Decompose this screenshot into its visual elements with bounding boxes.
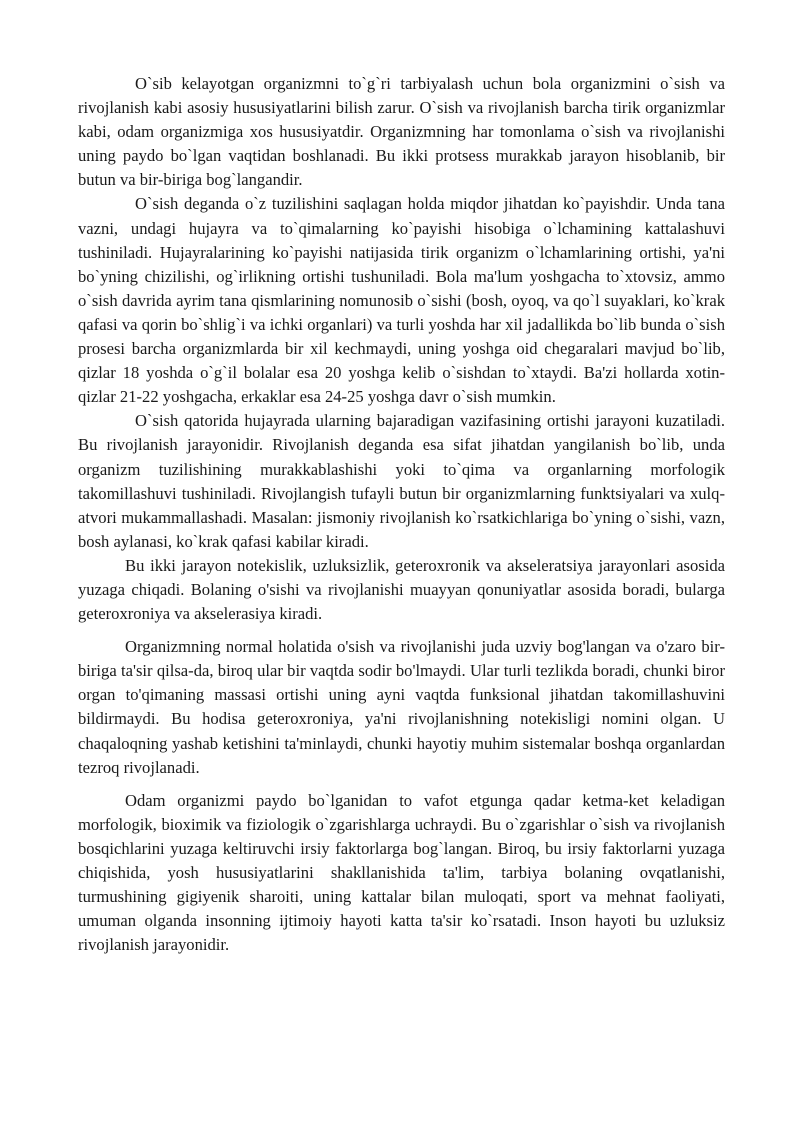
paragraph-development-definition: O`sish qatorida hujayrada ularning bajaradigan vazifasining ortishi jarayoni kuzatiladi. Bu rivojlanish jarayonidir. Rivojlanish deganda esa sifat jihatdan yangilanish bo`lib, unda organizm tuzilishining murakkablashishi yoki to`qima va organlarning morfologik takomillashuvi tushiniladi. Rivojlangish tufayli butun bir organizmlarning funktsiyalari va xulq-atvori mukammallashadi. Masalan: jismoniy rivojlanish ko`rsatkichlariga bo`yning o`sishi, vazn, bosh aylanasi, ko`krak qafasi kabilar kiradi.	[78, 411, 725, 551]
paragraph-processes: Bu ikki jarayon notekislik, uzluksizlik, geteroxronik va akseleratsiya jarayonlari asosida yuzaga chiqadi. Bolaning o'sishi va rivojlanishi muayyan qonuniyatlar asosida boradi, bularga geteroxroniya va akselerasiya kiradi.	[78, 555, 725, 624]
paragraph-growth-intro: O`sib kelayotgan organizmni to`g`ri tarbiyalash uchun bola organizmini o`sish va rivojlanish kabi asosiy hususiyatlarini bilish zarur. O`sish va rivojlanish barcha tirik organizmlar kabi, odam organizmiga xos hususiyatdir. Organizmning har tomonlama o`sish va rivojlanishi uning paydo bo`lgan vaqtidan boshlanadi. Bu ikki protsess murakkab jarayon hisoblanib, bir butun va bir-biriga bog`langandir.	[78, 74, 725, 190]
paragraph-heterochrony: Organizmning normal holatida o'sish va rivojlanishi juda uzviy bog'langan va o'zaro bir-biriga ta'sir qilsa-da, biroq ular bir vaqtda sodir bo'lmaydi. Ular turli tezlikda boradi, chunki biror organ to'qimaning massasi ortishi uning ayni vaqtda funksional jihatdan takomillashuvini bildirmaydi. Bu hodisa geteroxroniya, ya'ni rivojlanishning notekisligi nomini olgan. U chaqaloqning yashab ketishini ta'minlaydi, chunki hayotiy muhim sistemalar boshqa organlardan tezroq rivojlanadi.	[78, 637, 725, 777]
document-page	[78, 72, 725, 957]
paragraph-lifelong-changes: Odam organizmi paydo bo`lganidan to vafot etgunga qadar ketma-ket keladigan morfologik, bioximik va fiziologik o`zgarishlarga uchraydi. Bu o`zgarishlar o`sish va rivojlanish bosqichlarini yuzaga keltiruvchi irsiy faktorlarga bog`langan. Biroq, bu irsiy faktorlarni yuzaga chiqishida, yosh hususiyatlarini shakllanishida ta'lim, tarbiya bolaning ovqatlanishi, turmushining gigiyenik sharoiti, uning kattalar bilan muloqati, sport va mehnat faoliyati, umuman olganda insonning ijtimoiy hayoti katta ta'sir ko`rsatadi. Inson hayoti bu uzluksiz rivojlanish jarayonidir.	[78, 790, 725, 955]
paragraph-growth-definition: O`sish deganda o`z tuzilishini saqlagan holda miqdor jihatdan ko`payishdir. Unda tana vazni, undagi hujayra va to`qimalarning ko`payishi hisobiga o`lchamining kattalashuvi tushiniladi. Hujayralarining ko`payishi natijasida tirik organizm o`lchamlarining ortishi, ya'ni bo`yning chizilishi, og`irlikning ortishi tushuniladi. Bola ma'lum yoshgacha to`xtovsiz, ammo o`sish davrida ayrim tana qismlarining nomunosib o`sishi (bosh, oyoq, va qo`l suyaklari, ko`krak qafasi va qorin bo`shlig`i va ichki organlari) va turli yoshda har xil jadallikda bo`lib bunda o`sish prosesi barcha organizmlarda bir xil kechmaydi, uning yoshga oid chegaralari mavjud bo`lib, qizlar 18 yoshda o`g`il bolalar esa 20 yoshga kelib o`sishdan to`xtaydi. Ba'zi hollarda xotin-qizlar 21-22 yoshgacha, erkaklar esa 24-25 yoshga davr o`sish mumkin.	[78, 194, 725, 407]
